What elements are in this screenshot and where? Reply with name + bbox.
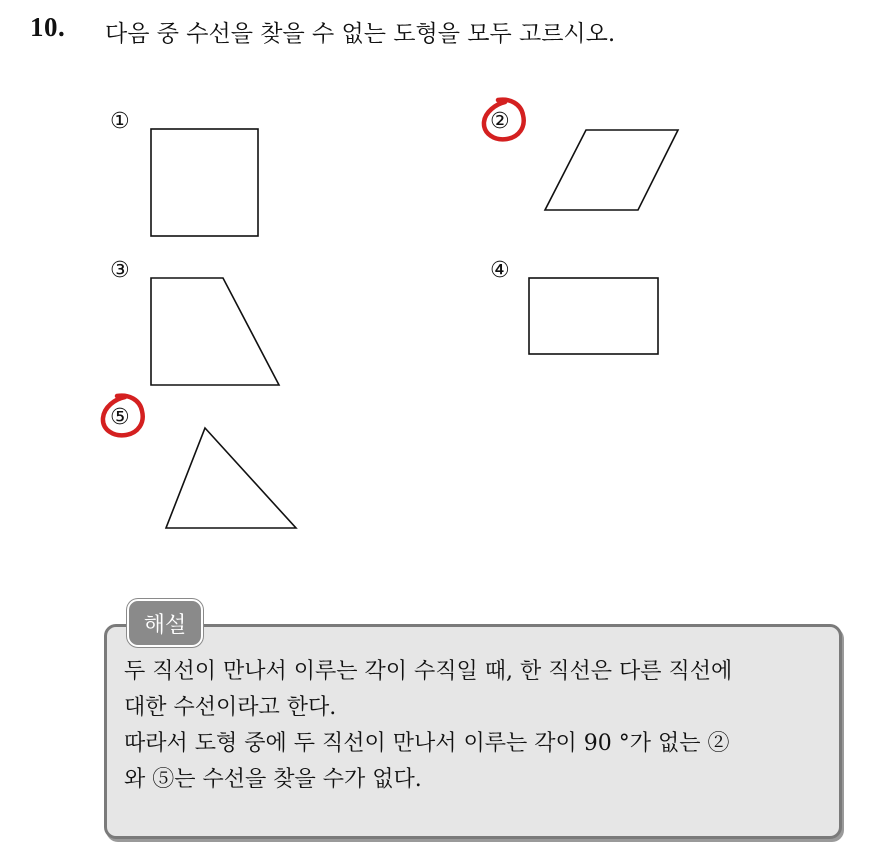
option-5[interactable]: [103, 396, 296, 528]
option-1[interactable]: [110, 109, 258, 236]
solution-tab-label: 해설: [127, 599, 203, 647]
triangle-figure: [166, 428, 296, 528]
option-1-marker: ①: [110, 109, 130, 134]
option-5-marker: ⑤: [110, 405, 130, 430]
parallelogram-figure: [545, 130, 678, 210]
solution-text: [124, 654, 732, 798]
question-text: 다음 중 수선을 찾을 수 없는 도형을 모두 고르시오.: [105, 21, 616, 47]
option-3-marker: ③: [110, 258, 130, 283]
solution-line-1: 두 직선이 만나서 이루는 각이 수직일 때, 한 직선은 다른 직선에: [124, 659, 733, 684]
trapezoid-figure: [151, 278, 279, 385]
option-4-marker: ④: [490, 258, 510, 283]
option-2-marker: ②: [490, 109, 510, 134]
solution-line-2: 대한 수선이라고 한다.: [124, 695, 337, 720]
rectangle-figure: [529, 278, 658, 354]
option-3[interactable]: [110, 258, 279, 385]
solution-line-4: 와 ⑤는 수선을 찾을 수가 없다.: [124, 767, 422, 792]
option-4[interactable]: [490, 258, 658, 354]
question-number: 10.: [30, 12, 66, 42]
option-2[interactable]: [484, 100, 678, 210]
square-figure: [151, 129, 258, 236]
solution-line-3: 따라서 도형 중에 두 직선이 만나서 이루는 각이 90 °가 없는 ②: [124, 731, 730, 756]
